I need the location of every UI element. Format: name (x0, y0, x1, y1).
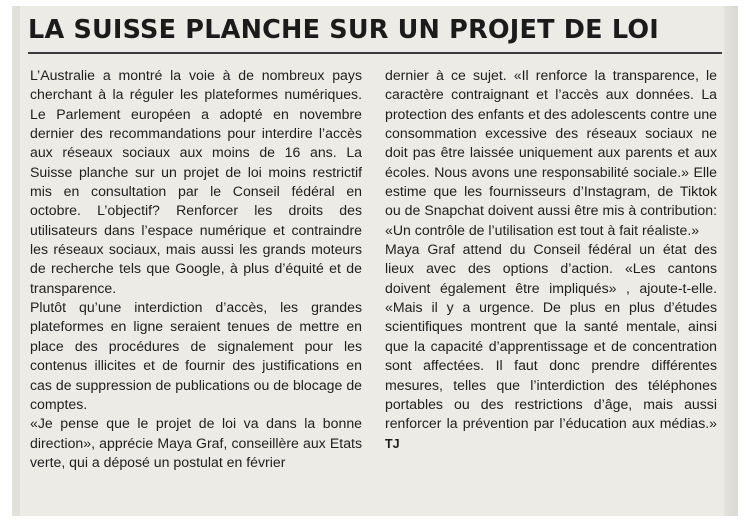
article-paragraph-final (385, 240, 717, 454)
article-paragraph: dernier à ce sujet. «Il renforce la transparence, le caractère contraignant et l’accès aux données. La protection des enfants et des adolescents contre une consommation excessive des réseaux sociaux ne doit pas être laissée uniquement aux parents et aux écoles. Nous avons une responsabilité sociale.» Elle estime que les fournisseurs d’Instagram, de Tiktok ou de Snapchat doivent aussi être mis à contribution: «Un contrôle de l’utilisation est tout à fait réaliste.» (385, 67, 717, 238)
article-paragraph-text: Maya Graf attend du Conseil fédéral un état des lieux avec des options d’action. «Les cantons doivent également être impliqués» , ajoute-t-elle. «Mais il y a urgence. De plus en plus d’études scientifiques montrent que la santé mentale, ainsi que la capacité d’apprentissage et de concentration sont affectées. Il faut donc prendre différentes mesures, telles que l’interdiction des téléphones portables ou des restrictions d’âge, mais aussi renforcer la prévention par l’éducation aux médias.» (385, 241, 717, 432)
adjacent-page-edge-right (724, 6, 738, 516)
article-paragraph: «Je pense que le projet de loi va dans la bonne direction», apprécie Maya Graf, conseillère aux Etats verte, qui a déposé un postulat en février (30, 415, 362, 470)
article-paragraph: Plutôt qu’une interdiction d’accès, les grandes plateformes en ligne seraient tenues de mettre en place des procédures de signalement pour les contenus illicites et de fournir des justifications en cas de suppression de publications ou de blocage de comptes. (30, 299, 362, 412)
article-paragraph: L’Australie a montré la voie à de nombreux pays cherchant à la réguler les plateformes numériques. Le Parlement européen a adopté en novembre dernier des recommandations pour interdire l’accès aux réseaux sociaux aux moins de 16 ans. La Suisse planche sur un projet de loi moins restrictif mis en consultation par le Conseil fédéral en octobre. L’objectif? Renforcer les droits des utilisateurs dans l’espace numérique et contraindre les réseaux sociaux, mais aussi les grands moteurs de recherche tels que Google, à plus d’équité et de transparence. (30, 67, 362, 296)
author-signature: TJ (385, 436, 400, 451)
adjacent-page-edge-left (12, 6, 20, 516)
newspaper-clipping (12, 6, 738, 516)
article-column-left (30, 66, 362, 472)
article-column-right (385, 66, 717, 454)
article-headline: LA SUISSE PLANCHE SUR UN PROJET DE LOI (28, 15, 659, 45)
headline-rule (28, 52, 722, 54)
